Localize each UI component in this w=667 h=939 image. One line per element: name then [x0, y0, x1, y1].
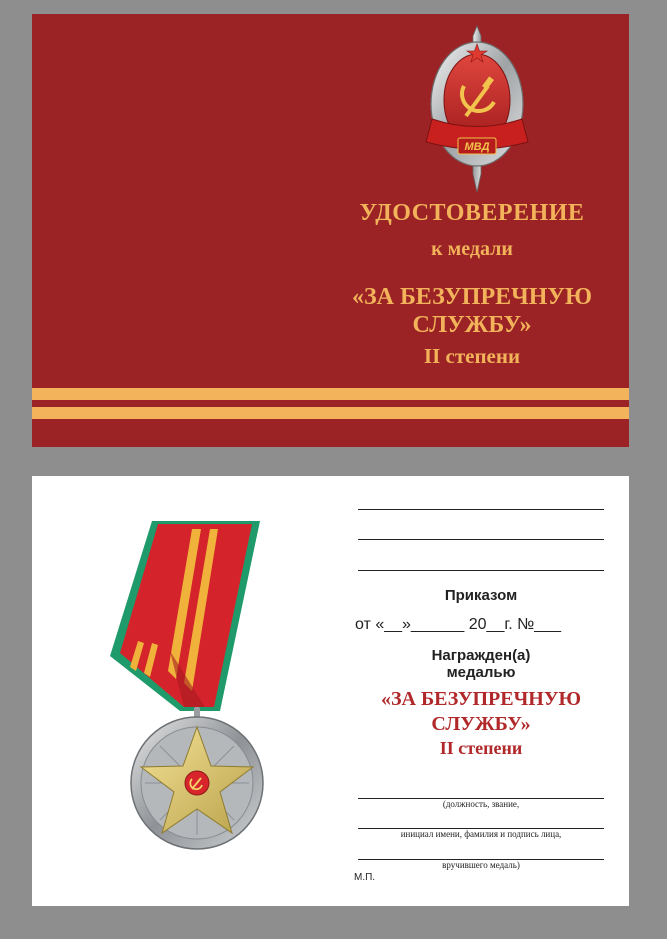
order-label: Приказом: [444, 587, 518, 604]
cover-stripe-bottom: [32, 407, 629, 419]
cover-medal-name-line1: «ЗА БЕЗУПРЕЧНУЮ: [351, 284, 593, 310]
blank-line-3: [358, 570, 604, 571]
medal-image: [110, 521, 280, 866]
caption-presenter: вручившего медаль): [442, 860, 520, 870]
caption-position: (должность, звание,: [442, 799, 520, 809]
medal-name-line1: «ЗА БЕЗУПРЕЧНУЮ: [380, 688, 582, 710]
cover-medal-name-line2: СЛУЖБУ»: [412, 312, 532, 338]
order-date-line: от «__»______ 20__г. №___: [355, 616, 561, 633]
certificate-inside: [32, 476, 629, 906]
awarded-line2: медалью: [446, 664, 516, 681]
cover-degree: II степени: [423, 344, 521, 368]
emblem-label: МВД: [464, 141, 490, 153]
cover-stripe-top: [32, 388, 629, 400]
blank-line-2: [358, 539, 604, 540]
caption-name: инициал имени, фамилия и подпись лица,: [400, 829, 562, 839]
certificate-cover: [32, 14, 629, 447]
cover-title: УДОСТОВЕРЕНИЕ: [359, 200, 585, 226]
seal-label: М.П.: [354, 872, 376, 883]
medal-name-line2: СЛУЖБУ»: [431, 713, 531, 735]
blank-line-1: [358, 509, 604, 510]
awarded-line1: Награжден(а): [431, 647, 531, 664]
mvd-emblem: [418, 24, 536, 194]
cover-subtitle: к медали: [431, 238, 513, 260]
medal-degree: II степени: [439, 738, 523, 758]
